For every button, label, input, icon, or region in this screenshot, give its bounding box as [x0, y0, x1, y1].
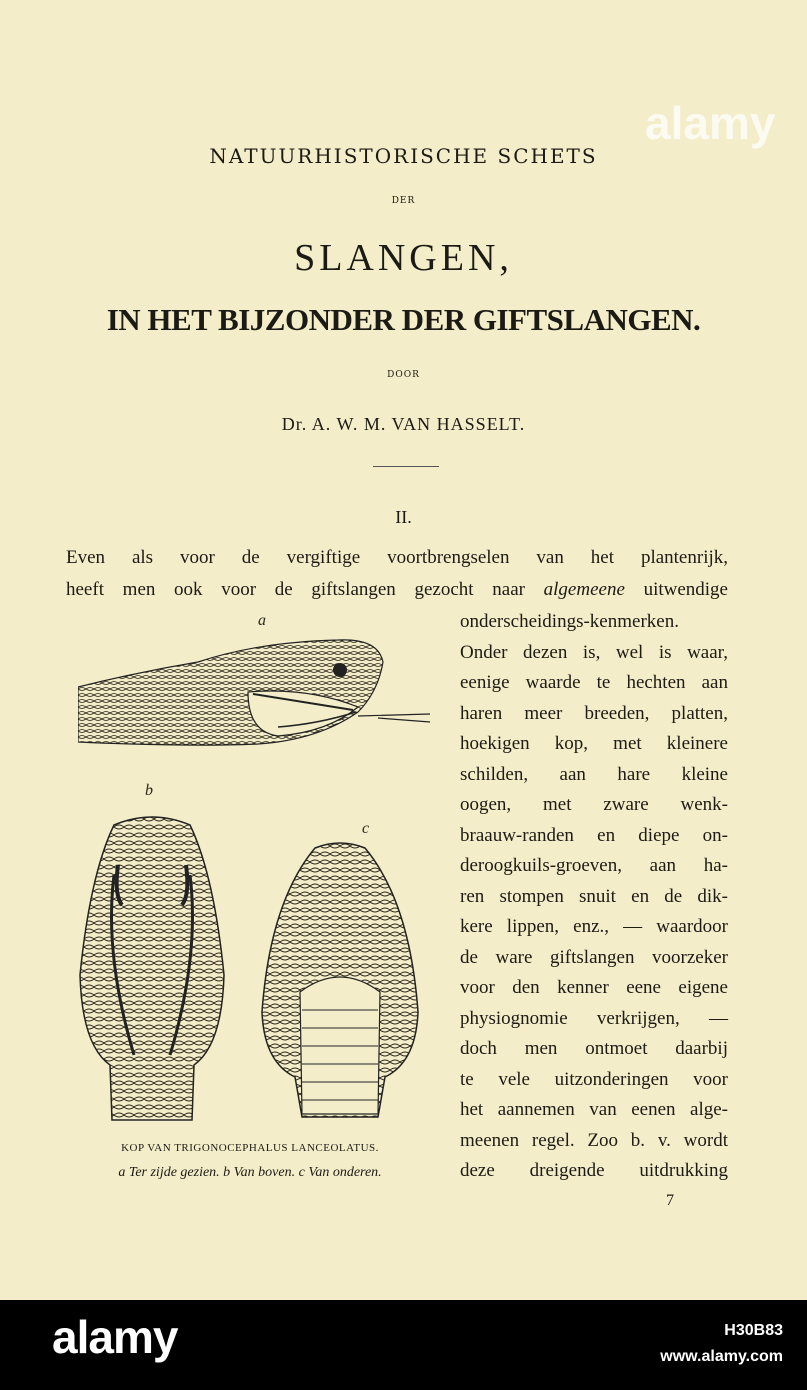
title-rule	[373, 466, 439, 467]
snake-head-side-illustration	[78, 632, 438, 762]
header-line-1: NATUURHISTORISCHE SCHETS	[209, 144, 598, 168]
figure-label-b: b	[145, 782, 153, 799]
right-column-line: deroogkuils-groeven, aan ha-	[460, 855, 728, 876]
figure-legend: a Ter zijde gezien. b Van boven. c Van onderen.	[118, 1165, 382, 1180]
author: Dr. A. W. M. VAN HASSELT.	[281, 414, 526, 434]
watermark-url: www.alamy.com	[660, 1348, 783, 1365]
watermark-logo: alamy	[645, 97, 776, 149]
right-column-line: oogen, met zware wenk-	[460, 794, 728, 815]
subtitle: IN HET BIJZONDER DER GIFTSLANGEN.	[106, 302, 701, 337]
right-column-line: haren meer breeden, platten,	[460, 702, 728, 724]
right-column-line: deze dreigende uitdrukking	[460, 1160, 728, 1181]
main-title: SLANGEN,	[294, 237, 513, 279]
page-number: 7	[666, 1192, 674, 1209]
right-column-line: braauw-randen en diepe on-	[460, 824, 728, 846]
figure-label-c: c	[362, 820, 370, 837]
right-column-line: de ware giftslangen voorzeker	[460, 946, 728, 968]
figure-label-a: a	[258, 612, 266, 629]
right-column-line: ren stompen snuit en de dik-	[460, 885, 728, 907]
right-column-line: schilden, aan hare kleine	[460, 763, 728, 785]
right-column-line: doch men ontmoet daarbij	[460, 1038, 728, 1059]
right-column-line: kere lippen, enz., — waardoor	[460, 916, 728, 937]
right-column-line: meenen regel. Zoo b. v. wordt	[460, 1129, 728, 1151]
snake-head-top-illustration	[74, 815, 230, 1127]
paragraph-line-2: heeft men ook voor de giftslangen gezocht naar algemeene uitwendige	[66, 579, 728, 600]
header-der: DER	[391, 196, 416, 206]
by-line: DOOR	[387, 370, 420, 380]
figure-caption: KOP VAN TRIGONOCEPHALUS LANCEOLATUS.	[121, 1142, 379, 1154]
paragraph-line-1: Even als voor de vergiftige voortbrengselen van het plantenrijk,	[66, 547, 728, 568]
right-column-line: physiognomie verkrijgen, —	[460, 1007, 728, 1029]
emphasis-algemeene: algemeene	[543, 579, 625, 600]
snake-head-bottom-illustration	[260, 842, 420, 1120]
alamy-logo: alamy	[52, 1311, 178, 1363]
right-column-line: het aannemen van eenen alge-	[460, 1099, 728, 1120]
right-column-line: Onder dezen is, wel is waar,	[460, 641, 728, 663]
section-number: II.	[395, 507, 412, 527]
right-column-line: onderscheidings-kenmerken.	[460, 611, 679, 632]
right-column-line: te vele uitzonderingen voor	[460, 1068, 728, 1090]
image-id: H30B83	[724, 1322, 783, 1339]
right-column-line: hoekigen kop, met kleinere	[460, 733, 728, 754]
right-column-line: voor den kenner eene eigene	[460, 977, 728, 998]
right-column-line: eenige waarde te hechten aan	[460, 672, 728, 693]
